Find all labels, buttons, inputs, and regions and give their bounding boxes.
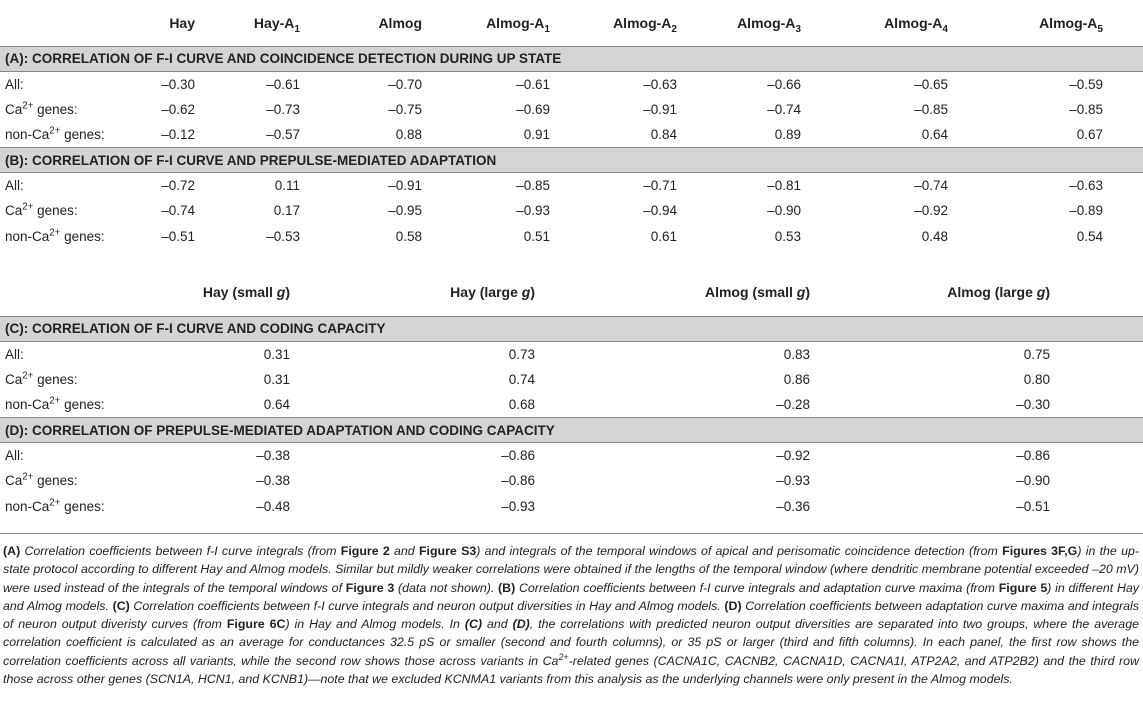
row-label-text: genes: xyxy=(60,498,105,514)
table-cell: –0.72 xyxy=(161,178,195,193)
row-label-superscript: 2+ xyxy=(49,395,61,407)
table-cell: –0.38 xyxy=(256,448,290,463)
column-header-symbol: g xyxy=(521,283,531,300)
column-header xyxy=(300,0,422,46)
table-row xyxy=(0,122,1143,148)
table-row xyxy=(0,392,1143,418)
table-cell: –0.51 xyxy=(1016,498,1050,514)
table-cell: –0.86 xyxy=(1016,448,1050,463)
column-header-text: Hay (large xyxy=(450,283,522,300)
row-label xyxy=(0,443,130,469)
row-label-superscript: 2+ xyxy=(49,227,61,239)
row-label-text: genes: xyxy=(60,127,105,142)
table-cell: –0.93 xyxy=(776,473,810,489)
row-label-text: non-Ca xyxy=(5,498,50,514)
table-cell: 0.86 xyxy=(783,371,810,387)
table-row xyxy=(0,341,1143,367)
table-cell: –0.94 xyxy=(643,203,677,219)
row-label-text: All: xyxy=(5,178,24,193)
column-header-subscript: 2 xyxy=(671,23,677,35)
row-label-text: genes: xyxy=(33,203,78,219)
table-cell: 0.74 xyxy=(508,371,535,387)
caption-panel-a: (A) xyxy=(3,544,21,558)
table-row xyxy=(0,224,1143,250)
table-cell: –0.62 xyxy=(161,101,195,117)
table-cell: –0.69 xyxy=(516,101,550,117)
table-cell: –0.91 xyxy=(643,101,677,117)
column-header xyxy=(948,0,1103,46)
table-cell: 0.91 xyxy=(523,127,550,142)
table-cell: –0.71 xyxy=(643,178,677,193)
row-label xyxy=(0,71,120,97)
table-cell: –0.74 xyxy=(161,203,195,219)
figure-link[interactable]: Figure 5 xyxy=(998,580,1048,595)
column-header-name: Hay xyxy=(169,14,195,31)
row-label-text: Ca xyxy=(5,473,23,489)
table-cell: –0.91 xyxy=(388,178,422,193)
table-row xyxy=(0,367,1143,393)
table-cell: 0.83 xyxy=(783,346,810,362)
row-label-text: non-Ca xyxy=(5,127,50,142)
table-cell: –0.93 xyxy=(516,203,550,219)
figure-link[interactable]: Figure 3 xyxy=(345,580,395,595)
table-cell: –0.38 xyxy=(256,473,290,489)
row-label-text: genes: xyxy=(33,371,78,387)
column-header-text: ) xyxy=(1045,283,1050,300)
column-header-name: Almog-A xyxy=(737,14,796,31)
table-cell: –0.89 xyxy=(1069,203,1103,219)
table-cell: –0.61 xyxy=(516,76,550,92)
row-label-text: genes: xyxy=(60,397,105,412)
column-header xyxy=(290,268,535,316)
row-label xyxy=(0,122,120,148)
caption-panel-b: (B) xyxy=(498,580,516,595)
table-cell: 0.73 xyxy=(508,346,535,362)
table-cell: –0.81 xyxy=(767,178,801,193)
column-header-name: Hay-A xyxy=(253,14,295,31)
row-label xyxy=(0,468,130,494)
table-cell: –0.48 xyxy=(256,498,290,514)
bottom-header-row xyxy=(0,268,1143,316)
table-cell: –0.90 xyxy=(767,203,801,219)
row-label xyxy=(0,341,130,367)
table-cell: –0.30 xyxy=(1016,397,1050,412)
column-header-text: ) xyxy=(530,283,535,300)
row-label-superscript: 2+ xyxy=(22,370,34,382)
table-cell: –0.65 xyxy=(914,76,948,92)
table-cell: –0.61 xyxy=(266,76,300,92)
column-header-text: Almog (small xyxy=(704,283,797,300)
column-header-text: Almog (large xyxy=(947,283,1037,300)
row-label xyxy=(0,97,120,123)
table-cell: –0.59 xyxy=(1069,76,1103,92)
table-cell: –0.74 xyxy=(767,101,801,117)
table-cell: –0.86 xyxy=(501,448,535,463)
table-cell: –0.75 xyxy=(388,101,422,117)
table-cell: –0.63 xyxy=(1069,178,1103,193)
table-cell: –0.85 xyxy=(1069,101,1103,117)
table-cell: 0.67 xyxy=(1076,127,1103,142)
column-header xyxy=(535,268,810,316)
column-header-subscript: 1 xyxy=(294,23,300,35)
column-header-text: ) xyxy=(285,283,290,300)
table-row xyxy=(0,443,1143,469)
column-header-subscript: 1 xyxy=(544,23,550,35)
column-header-name: Almog-A xyxy=(1039,14,1098,31)
row-label-text: All: xyxy=(5,448,24,463)
column-header xyxy=(130,268,290,316)
table-cell: 0.84 xyxy=(650,127,677,142)
table-row xyxy=(0,468,1143,494)
table-cell: –0.86 xyxy=(501,473,535,489)
column-header-name: Almog-A xyxy=(613,14,672,31)
section-header-row xyxy=(0,148,1143,173)
column-header xyxy=(120,0,195,46)
table-cell: 0.11 xyxy=(274,178,300,193)
table-cell: –0.93 xyxy=(501,498,535,514)
table-cell: –0.92 xyxy=(914,203,948,219)
table-row xyxy=(0,71,1143,97)
table-row xyxy=(0,173,1143,199)
table-cell: –0.53 xyxy=(266,228,300,244)
row-label-text: genes: xyxy=(33,473,78,489)
column-header-text: Hay (small xyxy=(202,283,277,300)
column-header-symbol: g xyxy=(1036,283,1046,300)
column-header xyxy=(195,0,300,46)
section-title: (B): CORRELATION OF F-I CURVE AND PREPULSE-MEDIATED ADAPTATION xyxy=(0,148,1143,173)
table-cell: –0.90 xyxy=(1016,473,1050,489)
table-cell: –0.95 xyxy=(388,203,422,219)
row-label-superscript: 2+ xyxy=(49,125,61,137)
table-row xyxy=(0,494,1143,520)
table-cell: –0.73 xyxy=(266,101,300,117)
table-bottom-rule xyxy=(0,533,1143,534)
row-label-text: All: xyxy=(5,76,24,92)
table-cell: 0.58 xyxy=(395,228,422,244)
table-cell: –0.30 xyxy=(161,76,195,92)
table-cell: –0.70 xyxy=(388,76,422,92)
row-label-superscript: 2+ xyxy=(22,201,34,213)
table-row xyxy=(0,198,1143,224)
row-label-superscript: 2+ xyxy=(22,100,34,112)
table-cell: 0.75 xyxy=(1023,346,1050,362)
table-cell: –0.12 xyxy=(161,127,195,142)
section-header-row xyxy=(0,418,1143,443)
table-cell: –0.85 xyxy=(516,178,550,193)
row-label-superscript: 2+ xyxy=(22,471,34,483)
column-header-text: ) xyxy=(805,283,810,300)
section-header-row xyxy=(0,46,1143,71)
table-cell: 0.88 xyxy=(395,127,422,142)
column-header-symbol: g xyxy=(796,283,806,300)
column-header xyxy=(677,0,801,46)
table-cell: 0.17 xyxy=(273,203,300,219)
column-header xyxy=(810,268,1050,316)
caption-panel-d: (D) xyxy=(724,598,742,613)
column-header-symbol: g xyxy=(276,283,286,300)
table-cell: –0.92 xyxy=(776,448,810,463)
table-cell: 0.31 xyxy=(263,346,290,362)
column-header-name: Almog-A xyxy=(486,14,545,31)
row-label xyxy=(0,173,120,199)
caption-panel-c: (C) xyxy=(112,598,130,613)
row-label-superscript: 2+ xyxy=(49,497,61,509)
table-cell: 0.68 xyxy=(508,397,535,412)
table-cell: 0.31 xyxy=(263,371,290,387)
table-cell: 0.54 xyxy=(1076,228,1103,244)
column-header-subscript: 3 xyxy=(795,23,801,35)
row-label-text: Ca xyxy=(5,203,23,219)
row-label-text: non-Ca xyxy=(5,228,50,244)
row-label xyxy=(0,392,130,418)
top-header-row xyxy=(0,0,1143,46)
table-row xyxy=(0,97,1143,123)
table-cell: 0.51 xyxy=(523,228,550,244)
row-label-text: Ca xyxy=(5,371,23,387)
bottom-correlation-table xyxy=(0,268,1143,519)
row-label xyxy=(0,367,130,393)
table-cell: –0.85 xyxy=(914,101,948,117)
column-header xyxy=(801,0,948,46)
column-header-name: Almog-A xyxy=(884,14,943,31)
row-label-text: Ca xyxy=(5,101,23,117)
table-cell: 0.64 xyxy=(921,127,948,142)
table-cell: 0.64 xyxy=(263,397,290,412)
figure-link[interactable]: Figures 3F,G xyxy=(1002,544,1078,558)
row-label-text: non-Ca xyxy=(5,397,50,412)
top-correlation-table xyxy=(0,0,1143,249)
column-header-subscript: 5 xyxy=(1097,23,1103,35)
row-label-text: All: xyxy=(5,346,24,362)
table-cell: –0.66 xyxy=(767,76,801,92)
section-title: (A): CORRELATION OF F-I CURVE AND COINCIDENCE DETECTION DURING UP STATE xyxy=(0,46,1143,71)
section-header-row xyxy=(0,316,1143,341)
table-cell: 0.89 xyxy=(774,127,801,142)
column-header xyxy=(422,0,550,46)
table-cell: –0.57 xyxy=(266,127,300,142)
figure-link[interactable]: Figure 2 xyxy=(340,544,390,558)
table-cell: –0.28 xyxy=(776,397,810,412)
table-cell: –0.36 xyxy=(776,498,810,514)
table-cell: –0.63 xyxy=(643,76,677,92)
table-cell: 0.48 xyxy=(921,228,948,244)
column-header-subscript: 4 xyxy=(942,23,948,35)
section-title: (D): CORRELATION OF PREPULSE-MEDIATED ADAPTATION AND CODING CAPACITY xyxy=(0,418,1143,443)
section-title: (C): CORRELATION OF F-I CURVE AND CODING CAPACITY xyxy=(0,316,1143,341)
figure-link[interactable]: Figure S3 xyxy=(418,544,477,558)
figure-link[interactable]: Figure 6C xyxy=(226,617,286,632)
table-caption: (A) Correlation coefficients between f-I curve integrals (from Figure 2 and Figure S3) and integrals of the temporal windows of apical and perisomatic coincidence detection (from Figures 3F,G) in the up-state protocol according to different Hay and Almog models. Similar but mildly weaker correlations were obtained if the lengths of the temporal window (where dendritic membrane potential exceeded –20 mV) were used instead of the integrals of the temporal windows of Figure 3 (data not shown). (B) Correlation coefficients between f-I curve integrals and adaptation curve maxima (from Figure 5) in different Hay and Almog models. (C) Correlation coefficients between f-I curve integrals and neuron output diversities in Hay and Almog models. (D) Correlation coefficients between adaptation curve maxima and integrals of neuron output diveristy curves (from Figure 6C) in Hay and Almog models. In (C) and (D), the correlations with predicted neuron output diversities are separated into two groups, where the average correlation coefficient is calculated as an average for conductances 32.5 pS or smaller (second and fourth columns), or 35 pS or larger (third and fifth columns). In each panel, the first row shows the correlation coefficients across all variants, while the second row shows those across variants in $Ca^{2+}$-related genes (CACNA1C, CACNB2, CACNA1D, CACNA1I, ATP2A2, and ATP2B2) and the third row those across other genes (SCN1A, HCN1, and KCNB1)—note that we excluded KCNMA1 variants from this analysis as the underlying channels were only present in the Almog models. xyxy=(3,544,1140,687)
table-cell: 0.53 xyxy=(774,228,801,244)
table-cell: –0.74 xyxy=(914,178,948,193)
table-cell: –0.51 xyxy=(161,228,195,244)
row-label-text: genes: xyxy=(33,101,78,117)
row-label-text: genes: xyxy=(60,228,105,244)
row-label xyxy=(0,494,130,520)
table-cell: 0.80 xyxy=(1023,371,1050,387)
row-label xyxy=(0,224,120,250)
row-label xyxy=(0,198,120,224)
column-header-name: Almog xyxy=(378,14,422,31)
column-header xyxy=(550,0,677,46)
table-cell: 0.61 xyxy=(650,228,677,244)
